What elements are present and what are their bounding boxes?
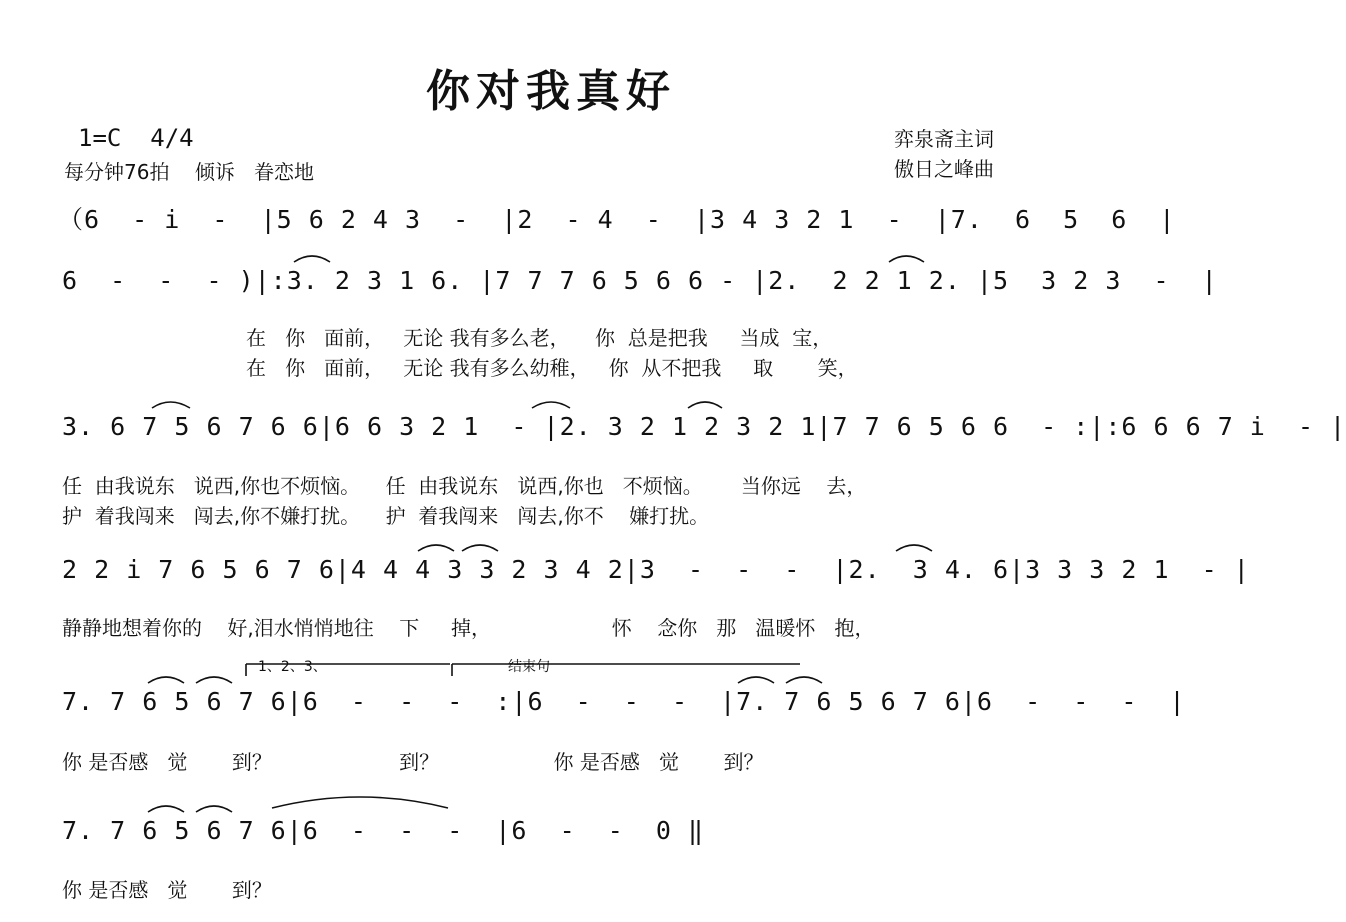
slur-mark xyxy=(148,806,184,812)
notation-row: 3. 6 7 5 6 7 6 6|6 6 3 2 1 - |2. 3 2 1 2 3 2 1|7 7 6 5 6 6 - :|:6 6 6 7 i - | xyxy=(62,412,1346,441)
volta-ending-label: 结束句 xyxy=(508,659,550,675)
slur-mark xyxy=(196,806,232,812)
slur-mark xyxy=(462,545,498,551)
slur-mark xyxy=(532,402,570,408)
lyric-line: 你 是否感 觉 到？ 到？ 你 是否感 觉 到？ xyxy=(62,750,764,774)
song-title: 你对我真好 xyxy=(426,66,676,117)
lyricist-credit: 弈泉斋主词 xyxy=(894,127,994,151)
slur-mark xyxy=(294,256,330,262)
notation-row: 2 2 i 7 6 5 6 7 6|4 4 4 3 3 2 3 4 2|3 - - - |2. 3 4. 6|3 3 3 2 1 - | xyxy=(62,555,1250,584)
slur-mark xyxy=(688,402,722,408)
lyric-line: 你 是否感 觉 到？ xyxy=(62,878,272,902)
lyric-line: 静静地想着你的 好,泪水悄悄地往 下 掉， 怀 念你 那 温暖怀 抱， xyxy=(62,616,875,640)
slur-mark xyxy=(889,256,924,262)
lyric-line: 任 由我说东 说西,你也不烦恼。 任 由我说东 说西,你也 不烦恼。 当你远 去， xyxy=(62,474,867,498)
slur-mark xyxy=(148,677,184,683)
notation-row: 6 - - - )|:3. 2 3 1 6. |7 7 7 6 5 6 6 - |2. 2 2 1 2. |5 3 2 3 - | xyxy=(62,266,1218,295)
tempo-mood: 每分钟76拍 倾诉 眷恋地 xyxy=(64,160,314,184)
volta-first-ending-label: 1、2、3、 xyxy=(258,659,327,675)
slur-mark xyxy=(738,677,774,683)
key-signature: 1=C 4/4 xyxy=(78,124,194,152)
slur-mark xyxy=(786,677,822,683)
slur-mark xyxy=(152,402,190,408)
tie-mark xyxy=(272,797,448,808)
lyric-line: 在 你 面前， 无论 我有多么幼稚， 你 从不把我 取 笑， xyxy=(246,356,858,380)
lyric-line: 在 你 面前， 无论 我有多么老， 你 总是把我 当成 宝， xyxy=(246,326,833,350)
composer-credit: 傲日之峰曲 xyxy=(894,157,994,181)
notation-row: （6 - i - |5 6 2 4 3 - |2 - 4 - |3 4 3 2 1 - |7. 6 5 6 | xyxy=(58,205,1176,234)
lyric-line: 护 着我闯来 闯去,你不嫌打扰。 护 着我闯来 闯去,你不 嫌打扰。 xyxy=(62,504,710,528)
notation-row: 7. 7 6 5 6 7 6|6 - - - :|6 - - - |7. 7 6 5 6 7 6|6 - - - | xyxy=(62,687,1186,716)
slur-mark xyxy=(196,677,232,683)
slur-mark xyxy=(896,545,932,551)
slur-mark xyxy=(418,545,454,551)
notation-row: 7. 7 6 5 6 7 6|6 - - - |6 - - 0 ‖ xyxy=(62,816,705,845)
